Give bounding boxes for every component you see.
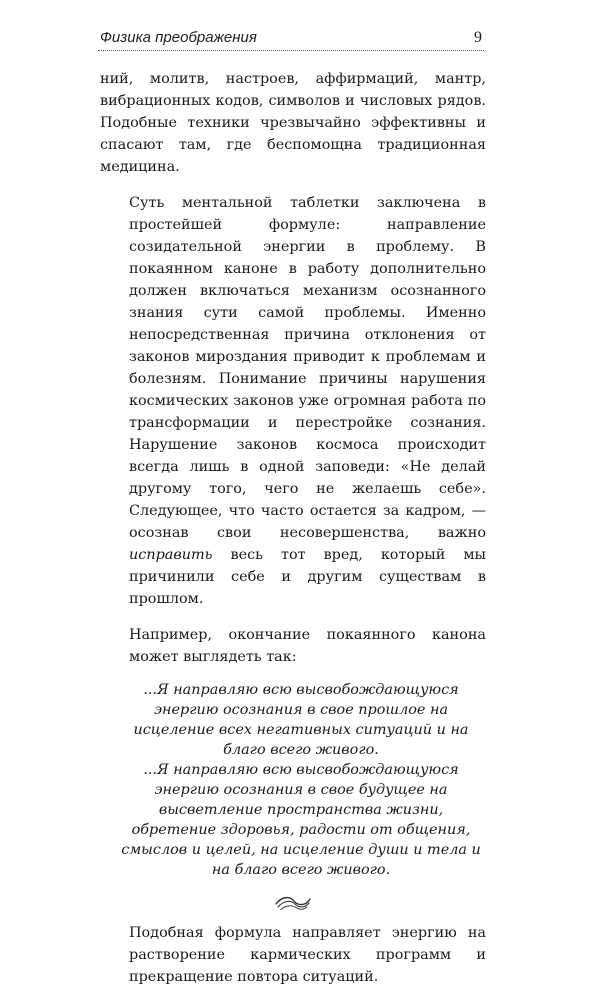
flourish-ornament-icon bbox=[272, 892, 314, 912]
paragraph-conclusion: Подобная формула направляет энергию на растворение кармических программ и прекращение повтора ситуаций. bbox=[129, 925, 486, 985]
paragraph-example-intro: Например, окончание покаянного канона может выглядеть так: bbox=[129, 627, 486, 665]
running-header bbox=[98, 28, 484, 51]
quote-future: ...Я направляю всю высвобождающуюся энергию осознания в свое будущее на высветление пространства жизни, обретение здоровья, радости от общения, смыслов и целей, на исцеление души и тела и на благо всего живого. bbox=[121, 762, 481, 878]
paragraph-text-start: Суть ментальной таблетки заключена в простейшей формуле: направление созидательной энергии в проблему. В покаянном каноне в работу дополнительно должен включаться механизм осознанного знания сути самой проблемы. Именно непосредственная причина отклонения от законов мироздания приводит к проблемам и болезням. Понимание причины нарушения космических законов уже огромная работа по трансформации и перестройке сознания. Нарушение законов космоса происходит всегда лишь в одной заповеди: «Не делай другому того, чего не желаешь себе». Следующее, что часто остается за кадром, — осознав свои несовершенства, важно bbox=[129, 195, 486, 541]
emphasis-word: исправить bbox=[129, 547, 213, 563]
paragraph-continuation: ний, молитв, настроев, аффирмаций, мантр, вибрационных кодов, символов и числовых рядов. Подобные техники чрезвычайно эффективны и спасают там, где беспомощна традиционная медицина. bbox=[100, 71, 486, 175]
paragraph-mental-tablet bbox=[100, 192, 486, 610]
paragraph-text-end: весь тот вред, который мы причинили себе и другим существам в прошлом. bbox=[129, 547, 486, 607]
running-title: Физика преображения bbox=[100, 29, 257, 46]
quote-past: ...Я направляю всю высвобождающуюся энергию осознания в свое прошлое на исцеление всех негативных ситуаций и на благо всего живого. bbox=[133, 682, 469, 758]
page-number: 9 bbox=[474, 29, 482, 46]
page-body bbox=[100, 68, 486, 988]
